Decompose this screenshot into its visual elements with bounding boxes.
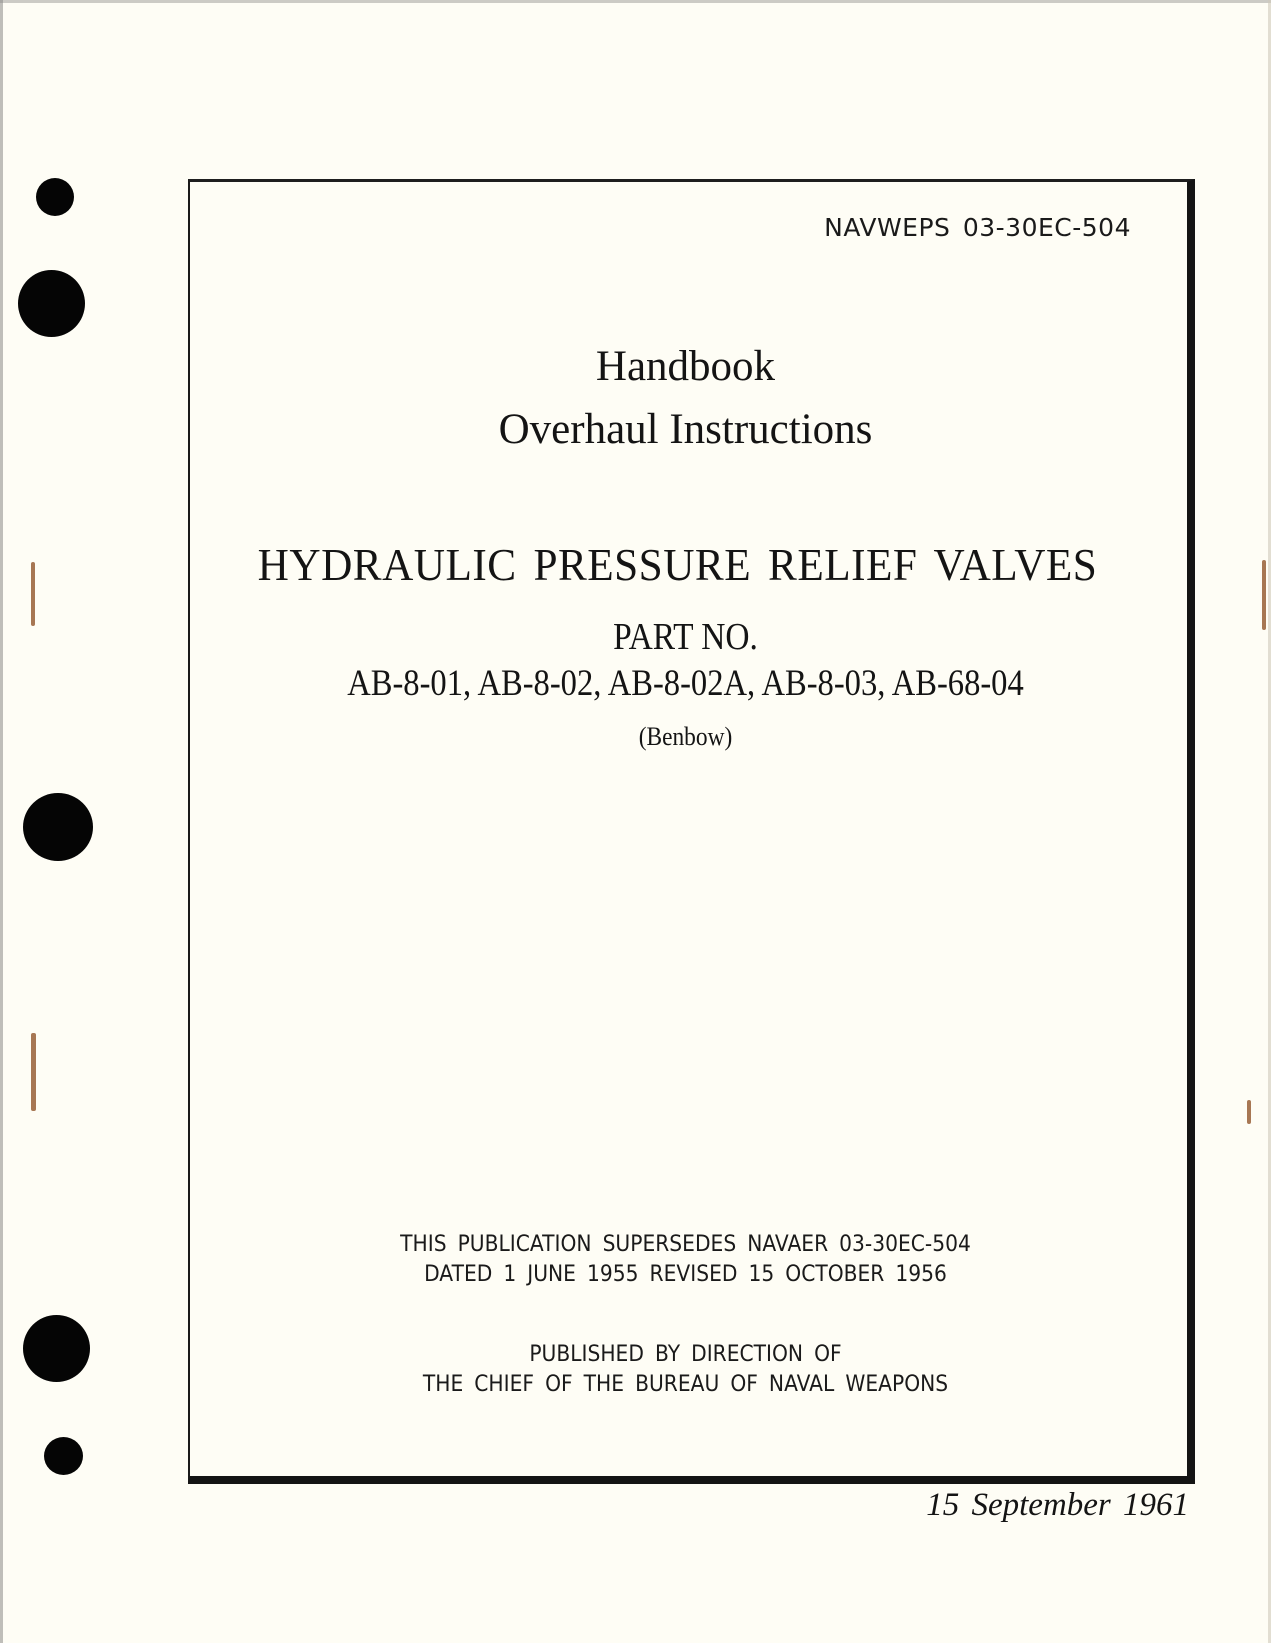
punch-hole-icon (18, 270, 85, 337)
punch-hole-icon (23, 1315, 90, 1382)
publisher-line2: THE CHIEF OF THE BUREAU OF NAVAL WEAPONS (422, 1372, 949, 1397)
supersedes-notice-line2: DATED 1 JUNE 1955 REVISED 15 OCTOBER 1956 (424, 1262, 947, 1287)
scan-edge-top (0, 0, 1271, 3)
subheading: Overhaul Instructions (498, 406, 873, 453)
scan-edge-left (0, 0, 3, 1643)
rust-stain (31, 562, 35, 626)
document-number: NAVWEPS 03-30EC-504 (824, 213, 1131, 242)
punch-hole-icon (36, 178, 74, 216)
part-numbers: AB-8-01, AB-8-02, AB-8-02A, AB-8-03, AB-68-04 (347, 663, 1024, 704)
publisher-line1: PUBLISHED BY DIRECTION OF (529, 1342, 842, 1367)
supersedes-notice-line1: THIS PUBLICATION SUPERSEDES NAVAER 03-30EC-504 (400, 1232, 971, 1257)
rust-stain (31, 1033, 36, 1111)
punch-hole-icon (23, 793, 93, 861)
publication-date: 15 September 1961 (926, 1487, 1189, 1523)
manufacturer: (Benbow) (638, 722, 733, 751)
rust-stain (1247, 1100, 1251, 1124)
document-title: HYDRAULIC PRESSURE RELIEF VALVES (257, 539, 1098, 590)
punch-hole-icon (44, 1437, 83, 1475)
part-number-label: PART NO. (613, 616, 758, 658)
heading: Handbook (595, 343, 776, 390)
